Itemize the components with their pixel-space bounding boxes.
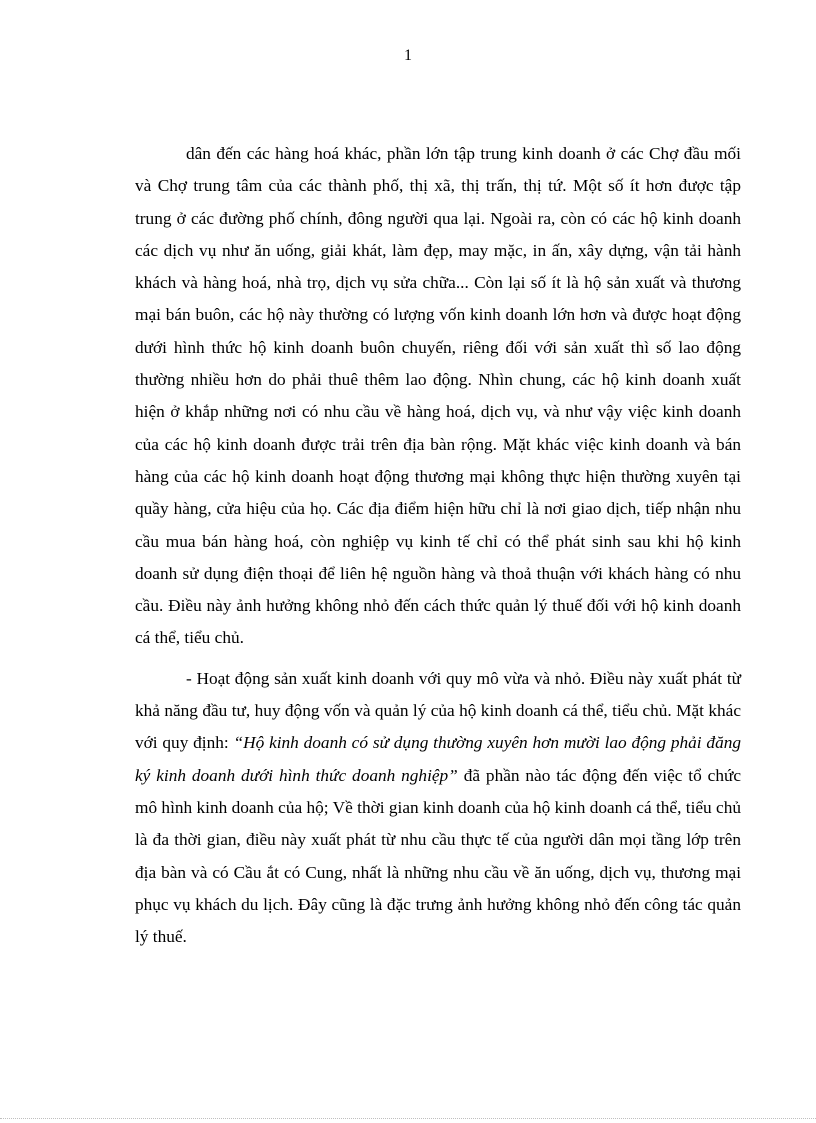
regulation-quote: “Hộ kinh doanh có sử dụng thường xuyên hơn mười lao động phải đăng ký kinh doanh dưới hình thức doanh nghiệp” [135,733,741,785]
paragraph-2-rest: đã phần nào tác động đến việc tổ chức mô hình kinh doanh của hộ; Về thời gian kinh doanh của hộ kinh doanh cá thể, tiểu chủ là đa thời gian, điều này xuất phát từ nhu cầu thực tế của người dân mọi tầng lớp trên địa bàn và có Cầu ắt có Cung, nhất là những nhu cầu về ăn uống, dịch vụ, thương mại phục vụ khách du lịch. Đây cũng là đặc trưng ảnh hưởng không nhỏ đến công tác quản lý thuế. [135,765,741,947]
paragraph-1: dân đến các hàng hoá khác, phần lớn tập trung kinh doanh ở các Chợ đầu mối và Chợ trung tâm của các thành phố, thị xã, thị trấn, thị tứ. Một số ít hơn được tập trung ở các đường phố chính, đông người qua lại. Ngoài ra, còn có các hộ kinh doanh các dịch vụ như ăn uống, giải khát, làm đẹp, may mặc, in ấn, xây dựng, vận tải hành khách và hàng hoá, nhà trọ, dịch vụ sửa chữa... Còn lại số ít là hộ sản xuất và thương mại bán buôn, các hộ này thường có lượng vốn kinh doanh lớn hơn và được hoạt động dưới hình thức hộ kinh doanh buôn chuyến, riêng đối với sản xuất thì số lao động thường nhiều hơn do phải thuê thêm lao động. Nhìn chung, các hộ kinh doanh xuất hiện ở khắp những nơi có nhu cầu về hàng hoá, dịch vụ, và như vậy việc kinh doanh của các hộ kinh doanh được trải trên địa bàn rộng. Mặt khác việc kinh doanh và bán hàng của các hộ kinh doanh hoạt động thương mại không thực hiện thường xuyên tại quầy hàng, cửa hiệu của họ. Các địa điểm hiện hữu chỉ là nơi giao dịch, tiếp nhận nhu cầu mua bán hàng hoá, còn nghiệp vụ kinh tế chỉ có thể phát sinh sau khi hộ kinh doanh sử dụng điện thoại để liên hệ nguồn hàng và thoả thuận với khách hàng có nhu cầu. Điều này ảnh hưởng không nhỏ đến cách thức quản lý thuế đối với hộ kinh doanh cá thể, tiểu chủ. [135,144,741,648]
document-body [135,138,741,953]
paragraph-2 [135,663,741,954]
page-number: 1 [404,47,412,64]
paragraph-2-lead: - Hoạt động sản xuất kinh doanh với quy mô vừa và nhỏ. Điều này xuất phát từ khả năng đầu tư, huy động vốn và quản lý của hộ kinh doanh cá thể, tiểu chủ. Mặt khác với quy định: [135,668,741,753]
page-bottom-divider [0,1118,816,1119]
